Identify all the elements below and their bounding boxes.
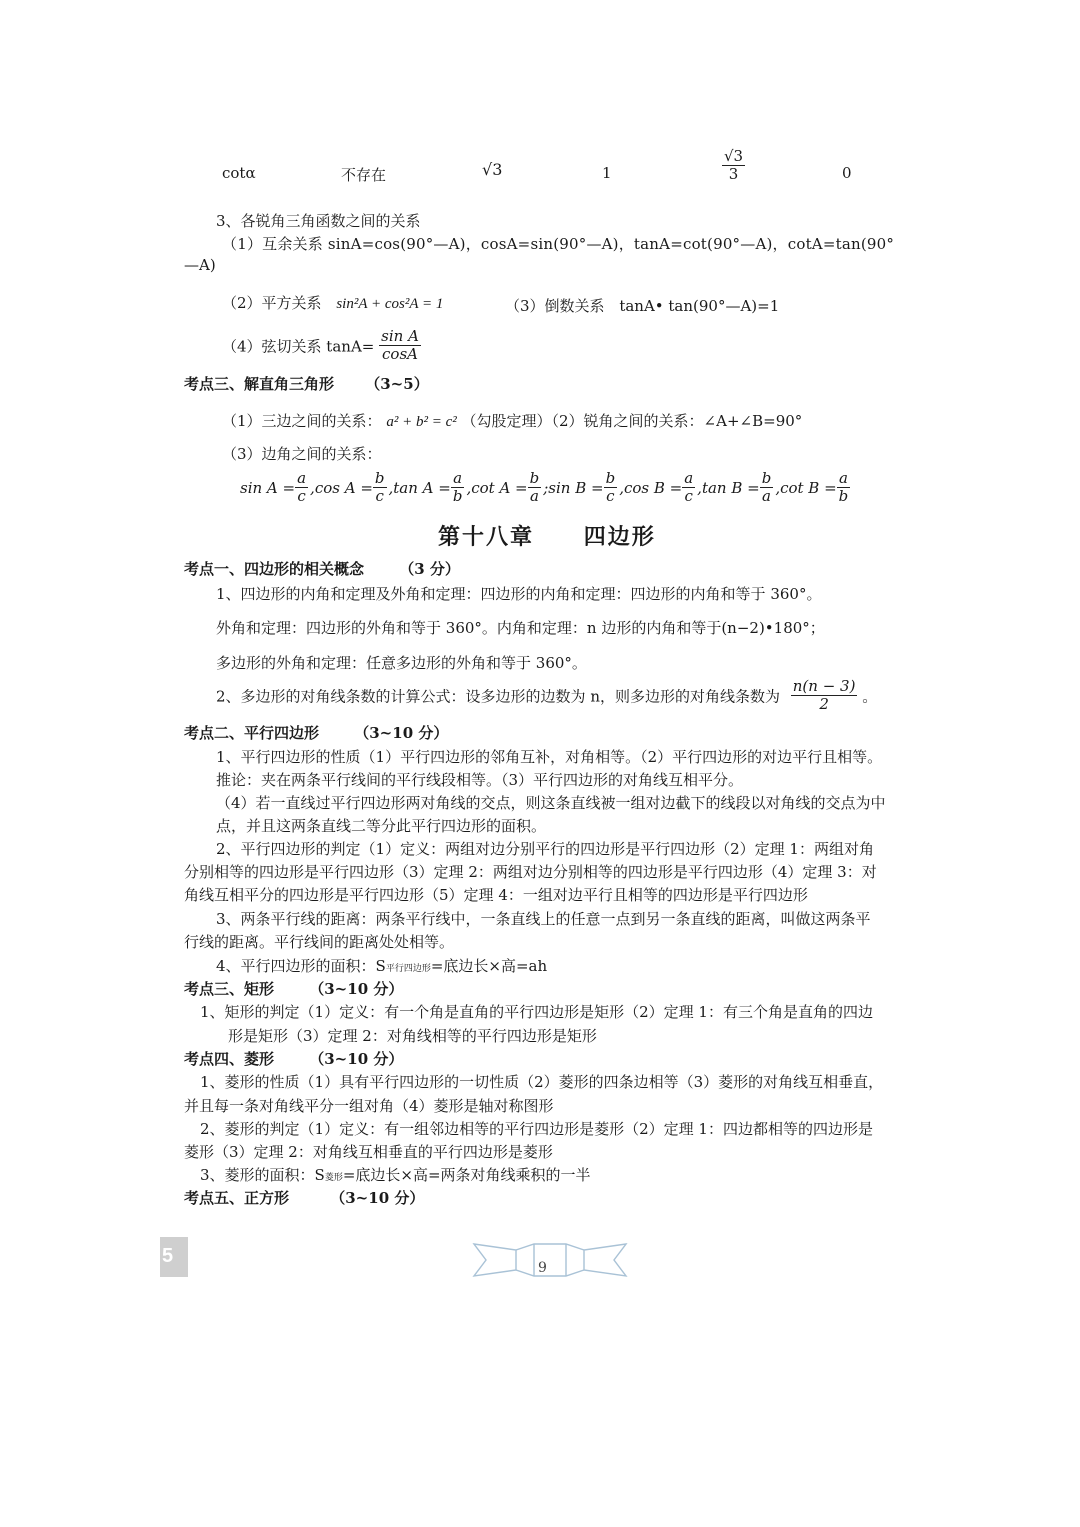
fraction-numerator: b: [761, 469, 772, 487]
item-text: =底边长×高=ah: [430, 957, 548, 975]
chapter-subtitle: 四边形: [583, 524, 656, 550]
relations-title: 3、各锐角三角函数之间的关系: [216, 212, 421, 230]
fraction-numerator: a: [451, 470, 465, 488]
fraction-numerator: a: [837, 470, 851, 488]
formula-lhs: ,cos B =: [619, 478, 683, 497]
relations-line1: （1）互余关系 sinA=cos(90°—A)，cosA=sin(90°—A)，tanA=cot(90°—A)，cotA=tan(90°: [222, 235, 895, 253]
paragraph-line: （4）若一直线过平行四边形两对角线的交点，则这条直线被一组对边截下的线段以对角线的交点为中: [216, 794, 886, 812]
trig-formula: [388, 469, 465, 506]
section-title: [184, 373, 429, 394]
side-tab-number: 5: [162, 1245, 174, 1267]
section-title: [184, 978, 403, 999]
section-title: [184, 722, 448, 743]
section-title-text: 考点二、平行四边形: [184, 724, 320, 742]
formula-lhs: ,cos A =: [310, 478, 373, 497]
paragraph-line: 形是矩形（3）定理 2：对角线相等的平行四边形是矩形: [228, 1027, 597, 1045]
section-title-text: 考点一、四边形的相关概念: [184, 560, 365, 578]
paragraph-line: [216, 678, 877, 714]
section-title-text: 考点四、菱形: [184, 1050, 275, 1068]
section3-item3: （3）边角之间的关系：: [222, 445, 382, 463]
trig-formula: [240, 469, 308, 506]
subscript: 平行四边形: [385, 964, 431, 974]
paragraph-line: 点，并且这两条直线二等分此平行四边形的面积。: [216, 817, 547, 835]
section3-item1: [222, 410, 802, 431]
relation-formula: tanA• tan(90°—A)=1: [619, 297, 780, 315]
fraction-denominator: c: [606, 487, 615, 506]
side-angle-formulas: [240, 470, 852, 506]
section-title: [184, 1048, 403, 1069]
formula-lhs: ;sin B =: [543, 478, 604, 497]
relation-label: （4）弦切关系 tanA=: [222, 337, 375, 356]
trig-formula: [310, 469, 386, 506]
side-tab: [160, 1237, 188, 1277]
paragraph-line: 1、菱形的性质（1）具有平行四边形的一切性质（2）菱形的四条边相等（3）菱形的对角线互相垂直，: [200, 1073, 884, 1091]
fraction-numerator: b: [529, 469, 540, 487]
paragraph-line: 1、四边形的内角和定理及外角和定理：四边形的内角和定理：四边形的内角和等于 360°。: [216, 585, 822, 603]
fraction-numerator: a: [684, 469, 694, 487]
section-score: （3~10 分）: [330, 1189, 425, 1207]
section-title-text: 考点五、正方形: [184, 1189, 290, 1207]
section-title-text: 考点三、矩形: [184, 980, 275, 998]
ribbon-icon: [472, 1240, 628, 1280]
section-score: （3~5）: [365, 375, 429, 393]
item-text: 4、平行四边形的面积：S: [216, 957, 386, 975]
item-text: （1）三边之间的关系：: [222, 412, 382, 430]
relations-line1-cont: —A): [184, 256, 216, 274]
subscript: 菱形: [324, 1173, 343, 1183]
fraction-denominator: c: [297, 487, 306, 506]
trig-formula: [697, 469, 773, 506]
fraction-denominator: a: [529, 487, 539, 506]
trig-formula: [543, 469, 617, 506]
trig-formula: [466, 469, 541, 506]
section-title-text: 考点三、解直角三角形: [184, 375, 335, 393]
chapter-title: [438, 520, 656, 551]
cell-value: 3: [728, 165, 739, 184]
paragraph-line: [200, 1164, 591, 1185]
paragraph-line: [216, 955, 547, 976]
fraction-denominator: c: [684, 487, 693, 506]
fraction-denominator: a: [762, 487, 771, 506]
row-label: cotα: [222, 164, 256, 182]
section-title: [184, 1187, 424, 1208]
paragraph-line: 并且每一条对角线平分一组对角（4）菱形是轴对称图形: [184, 1097, 554, 1115]
paragraph-line: 多边形的外角和定理：任意多边形的外角和等于 360°。: [216, 654, 587, 672]
paragraph-line: 分别相等的四边形是平行四边形（3）定理 2：两组对边分别相等的四边形是平行四边形（4）定理 3：对: [184, 863, 877, 881]
relation-formula: sin²A + cos²A = 1: [336, 296, 444, 312]
section-score: （3 分）: [399, 560, 460, 578]
fraction-numerator: b: [374, 469, 385, 487]
paragraph-line: 2、菱形的判定（1）定义：有一组邻边相等的平行四边形是菱形（2）定理 1：四边都相等的四边形是: [200, 1120, 873, 1138]
item-text: 3、菱形的面积：S: [200, 1166, 325, 1184]
paragraph-line: 外角和定理：四边形的外角和等于 360°。内角和定理：n 边形的内角和等于(n−2)•180°；: [216, 619, 825, 637]
section-score: （3~10 分）: [309, 980, 404, 998]
paragraph-line: 角线互相平分的四边形是平行四边形（5）定理 4：一组对边平行且相等的四边形是平行四边形: [184, 886, 808, 904]
item-text: （勾股定理）（2）锐角之间的关系：∠A+∠B=90°: [461, 412, 803, 430]
fraction-denominator: b: [452, 487, 463, 506]
relations-line3: [505, 295, 779, 316]
paragraph-line: 2、平行四边形的判定（1）定义：两组对边分别平行的四边形是平行四边形（2）定理 1：两组对角: [216, 840, 874, 858]
formula-lhs: ,cot A =: [466, 478, 528, 497]
page-ribbon: [472, 1240, 628, 1280]
paragraph-line: 推论：夹在两条平行线间的平行线段相等。（3）平行四边形的对角线互相平分。: [216, 771, 744, 789]
relation-label: （3）倒数关系: [505, 297, 605, 315]
relations-line2: [222, 292, 443, 313]
cell-value: 不存在: [341, 166, 387, 184]
paragraph-line: 1、平行四边形的性质（1）平行四边形的邻角互补，对角相等。（2）平行四边形的对边平行且相等。: [216, 748, 883, 766]
fraction-numerator: n(n − 3): [792, 677, 856, 695]
fraction-denominator: c: [375, 487, 384, 506]
section-score: （3~10 分）: [309, 1050, 404, 1068]
item-text: 2、多边形的对角线条数的计算公式：设多边形的边数为 n，则多边形的对角线条数为: [216, 687, 780, 706]
fraction-denominator: cosA: [382, 345, 418, 364]
fraction-numerator: a: [297, 469, 307, 487]
fraction-denominator: 2: [819, 695, 829, 714]
cell-value: 1: [602, 164, 612, 182]
paragraph-line: 行线的距离。平行线间的距离处处相等。: [184, 933, 455, 951]
section-title: [184, 558, 460, 579]
relations-line4: [222, 328, 421, 364]
formula-lhs: ,cot B =: [775, 478, 837, 497]
fraction-denominator: b: [838, 487, 849, 506]
item-text: =底边长×高=两条对角线乘积的一半: [342, 1166, 591, 1184]
item-text: 。: [862, 687, 878, 706]
cell-value: √3: [724, 147, 744, 165]
fraction-cell: [722, 148, 745, 184]
fraction-numerator: sin A: [381, 327, 419, 345]
pythagorean-formula: a² + b² = c²: [386, 414, 457, 430]
paragraph-line: 1、矩形的判定（1）定义：有一个角是直角的平行四边形是矩形（2）定理 1：有三个角是直角的四边: [200, 1003, 873, 1021]
chapter-number: 第十八章: [438, 524, 535, 550]
relation-label: （2）平方关系: [222, 294, 322, 312]
section-score: （3~10 分）: [354, 724, 449, 742]
trig-formula: [775, 469, 850, 506]
formula-lhs: sin A =: [240, 478, 296, 497]
page-number: 9: [538, 1260, 547, 1276]
paragraph-line: 3、两条平行线的距离：两条平行线中，一条直线上的任意一点到另一条直线的距离，叫做这两条平: [216, 910, 871, 928]
formula-lhs: ,tan A =: [388, 478, 451, 497]
trig-formula: [619, 469, 695, 506]
cell-value: √3: [482, 160, 503, 179]
paragraph-line: 菱形（3）定理 2：对角线互相垂直的平行四边形是菱形: [184, 1143, 553, 1161]
formula-lhs: ,tan B =: [697, 478, 760, 497]
fraction-numerator: b: [605, 469, 616, 487]
cell-value: 0: [842, 164, 852, 182]
